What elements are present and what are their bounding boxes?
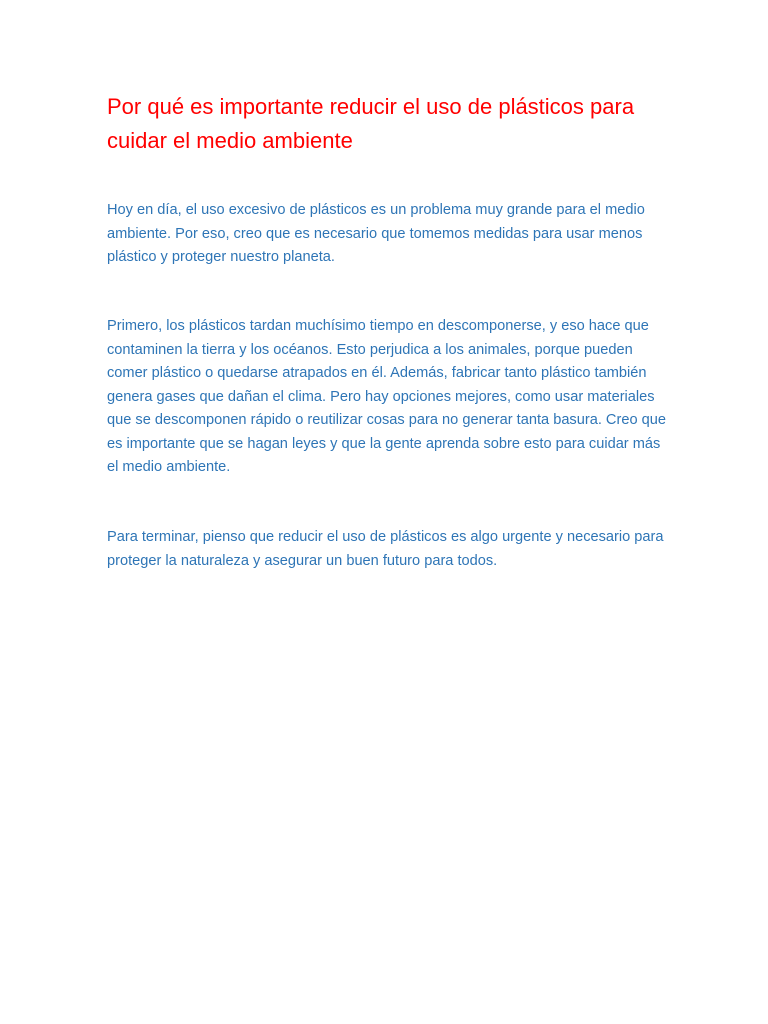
paragraph-intro: Hoy en día, el uso excesivo de plásticos es un problema muy grande para el medio ambiente. Por eso, creo que es necesario que tomemos medidas para usar menos plástico y proteger nuestro planeta. [107, 202, 645, 265]
paragraph-conclusion: Para terminar, pienso que reducir el uso de plásticos es algo urgente y necesario para proteger la naturaleza y asegurar un buen futuro para todos. [107, 529, 664, 569]
document-title: Por qué es importante reducir el uso de plásticos para cuidar el medio ambiente [107, 94, 635, 153]
paragraph-body: Primero, los plásticos tardan muchísimo tiempo en descomponerse, y eso hace que contaminen la tierra y los océanos. Esto perjudica a los animales, porque pueden comer plástico o quedarse atrapados en él. Además, fabricar tanto plástico también genera gases que dañan el clima. Pero hay opciones mejores, como usar materiales que se descomponen rápido o reutilizar cosas para no generar tanta basura. Creo que es importante que se hagan leyes y que la gente aprenda sobre esto para cuidar más el medio ambiente. [107, 318, 666, 475]
